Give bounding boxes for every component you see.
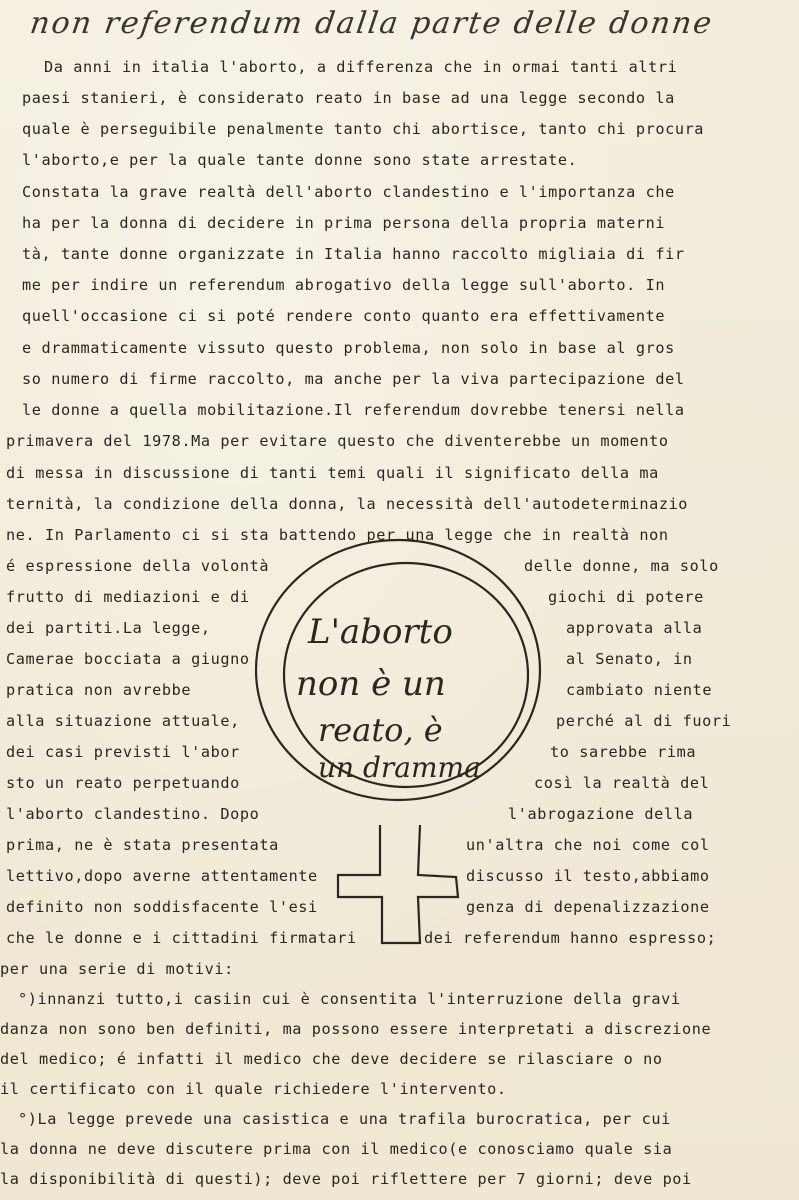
text-line: la disponibilità di questi); deve poi riflettere per 7 giorni; deve poi — [0, 1170, 692, 1188]
text-line-left: sto un reato perpetuando — [6, 774, 240, 792]
text-line: °)innanzi tutto,i casiin cui è consentita l'interruzione della gravi — [18, 990, 681, 1008]
text-line: Constata la grave realtà dell'aborto clandestino e l'importanza che — [22, 183, 675, 201]
slogan-line-1: L'aborto — [308, 612, 453, 652]
text-line-right: discusso il testo,abbiamo — [466, 867, 710, 885]
text-line: °)La legge prevede una casistica e una trafila burocratica, per cui — [18, 1110, 671, 1128]
text-line-right: perché al di fuori — [556, 712, 732, 730]
text-line-left: alla situazione attuale, — [6, 712, 240, 730]
text-line-left: é espressione della volontà — [6, 557, 270, 575]
text-line: quell'occasione ci si poté rendere conto quanto era effettivamente — [22, 307, 666, 325]
text-line: primavera del 1978.Ma per evitare questo che diventerebbe un momento — [6, 432, 669, 450]
text-line: quale è perseguibile penalmente tanto chi abortisce, tanto chi procura — [22, 120, 705, 138]
text-line: ne. In Parlamento ci si sta battendo per una legge che in realtà non — [6, 526, 669, 544]
text-line: me per indire un referendum abrogativo della legge sull'aborto. In — [22, 276, 666, 294]
text-line-left: dei casi previsti l'abor — [6, 743, 240, 761]
text-line-right: delle donne, ma solo — [524, 557, 719, 575]
text-line: del medico; é infatti il medico che deve decidere se rilasciare o no — [0, 1050, 663, 1068]
text-line-left: prima, ne è stata presentata — [6, 836, 279, 854]
text-line: Da anni in italia l'aborto, a differenza che in ormai tanti altri — [44, 58, 678, 76]
text-line-left: dei partiti.La legge, — [6, 619, 211, 637]
text-line-left: lettivo,dopo averne attentamente — [6, 867, 318, 885]
cross-stem — [338, 825, 458, 943]
handwritten-heading: non referendum dalla parte delle donne — [27, 6, 716, 41]
text-line-right: dei referendum hanno espresso; — [424, 929, 717, 947]
text-line-right: cambiato niente — [566, 681, 713, 699]
text-line-left: che le donne e i cittadini firmatari — [6, 929, 357, 947]
text-line-right: to sarebbe rima — [550, 743, 697, 761]
text-line-right: l'abrogazione della — [508, 805, 694, 823]
text-line-right: al Senato, in — [566, 650, 693, 668]
text-line-right: un'altra che noi come col — [466, 836, 710, 854]
text-line: danza non sono ben definiti, ma possono essere interpretati a discrezione — [0, 1020, 712, 1038]
text-line: e drammaticamente vissuto questo problema, non solo in base al gros — [22, 339, 675, 357]
text-line: per una serie di motivi: — [0, 960, 234, 978]
text-line-right: approvata alla — [566, 619, 703, 637]
text-line: paesi stanieri, è considerato reato in base ad una legge secondo la — [22, 89, 675, 107]
slogan-line-2: non è un — [296, 664, 446, 704]
text-line-right: genza di depenalizzazione — [466, 898, 710, 916]
text-line: tà, tante donne organizzate in Italia hanno raccolto migliaia di fir — [22, 245, 685, 263]
slogan-line-3: reato, è — [318, 711, 443, 749]
female-symbol-icon — [248, 525, 578, 960]
text-line-right: così la realtà del — [534, 774, 710, 792]
text-line: ternità, la condizione della donna, la necessità dell'autodeterminazio — [6, 495, 689, 513]
text-line-left: frutto di mediazioni e di — [6, 588, 250, 606]
text-line-left: Camerae bocciata a giugno — [6, 650, 250, 668]
text-line: so numero di firme raccolto, ma anche per la viva partecipazione del — [22, 370, 685, 388]
text-line-left: l'aborto clandestino. Dopo — [6, 805, 260, 823]
text-line: le donne a quella mobilitazione.Il referendum dovrebbe tenersi nella — [22, 401, 685, 419]
text-line-right: giochi di potere — [548, 588, 704, 606]
text-line: l'aborto,e per la quale tante donne sono state arrestate. — [22, 151, 578, 169]
text-line-left: pratica non avrebbe — [6, 681, 192, 699]
text-line-left: definito non soddisfacente l'esi — [6, 898, 318, 916]
slogan-line-4: un dramma — [318, 751, 481, 784]
text-line: ha per la donna di decidere in prima persona della propria materni — [22, 214, 666, 232]
text-line: di messa in discussione di tanti temi quali il significato della ma — [6, 464, 659, 482]
text-line: la donna ne deve discutere prima con il medico(e conosciamo quale sia — [0, 1140, 673, 1158]
text-line: il certificato con il quale richiedere l'intervento. — [0, 1080, 507, 1098]
